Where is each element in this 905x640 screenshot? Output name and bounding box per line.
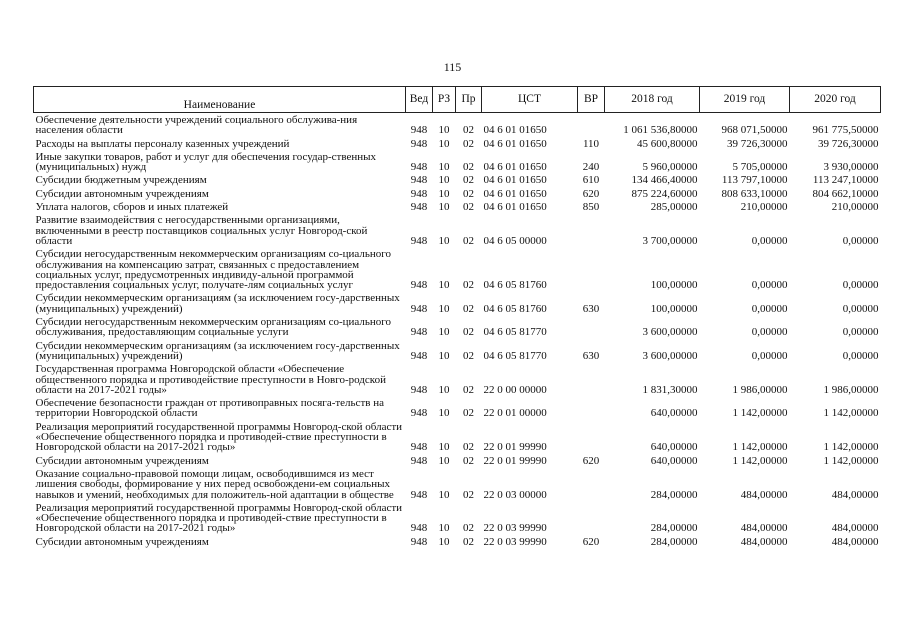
cell-name: Реализация мероприятий государственной программы Новгород-ской области «Обеспечение общественного порядка и противодей-ствие преступности в Новгородской области на 2017-2021 годы»: [35, 420, 403, 454]
cell-vr: 620: [582, 187, 600, 200]
cell-ved: 948: [410, 441, 428, 454]
cell-name: Субсидии автономным учреждениям: [35, 187, 209, 200]
cell-2019: 968 071,50000: [721, 124, 788, 137]
cell-2019: 1 142,00000: [732, 407, 788, 420]
cell-ved: 948: [410, 454, 428, 467]
cell-cst: 04 6 05 00000: [483, 234, 547, 247]
cell-vr: 610: [582, 174, 600, 187]
header-ved: Вед: [406, 87, 433, 113]
cell-vr: [578, 467, 605, 501]
cell-pr: 02: [463, 522, 474, 535]
cell-vr: 240: [582, 161, 600, 174]
cell-2018: 100,00000: [650, 302, 698, 315]
cell-rz: 10: [438, 137, 450, 150]
header-vr: ВР: [578, 87, 605, 113]
cell-2019: 5 705,00000: [732, 161, 788, 174]
cell-2020: 39 726,30000: [818, 137, 879, 150]
cell-ved: 948: [410, 124, 428, 137]
cell-2019: 39 726,30000: [727, 137, 788, 150]
table-row: [34, 291, 881, 315]
cell-2018: 284,00000: [650, 535, 698, 548]
cell-2018: 5 960,00000: [642, 161, 698, 174]
table-row: [34, 150, 881, 174]
cell-2019: 0,00000: [751, 326, 788, 339]
cell-rz: 10: [438, 522, 450, 535]
table-row: [34, 339, 881, 363]
cell-rz: 10: [438, 326, 450, 339]
cell-vr: 620: [582, 454, 600, 467]
table-row: [34, 137, 881, 150]
cell-2019: 484,00000: [740, 522, 788, 535]
cell-2020: 0,00000: [842, 234, 879, 247]
cell-name: Субсидии негосударственным некоммерческим организациям со-циального обслуживания, предоставляющим социальные услуги: [35, 316, 392, 339]
cell-rz: 10: [438, 535, 450, 548]
table-row: [34, 420, 881, 454]
cell-pr: 02: [463, 302, 474, 315]
cell-name: Субсидии автономным учреждениям: [35, 454, 209, 467]
cell-pr: 02: [463, 441, 474, 454]
header-rz: РЗ: [433, 87, 456, 113]
cell-pr: 02: [463, 535, 474, 548]
cell-rz: 10: [438, 349, 450, 362]
table-body: [34, 113, 881, 548]
cell-2019: 484,00000: [740, 535, 788, 548]
cell-vr: 110: [582, 137, 600, 150]
cell-rz: 10: [438, 234, 450, 247]
header-cst: ЦСТ: [482, 87, 578, 113]
cell-name: Реализация мероприятий государственной программы Новгород-ской области «Обеспечение общественного порядка и противодей-ствие преступности в Новгородской области на 2017-2021 годы»: [35, 501, 403, 535]
cell-2020: 210,00000: [831, 201, 879, 214]
cell-vr: [578, 213, 605, 247]
table-row: [34, 315, 881, 339]
cell-pr: 02: [463, 187, 474, 200]
cell-name: Расходы на выплаты персоналу казенных учреждений: [35, 137, 290, 150]
cell-ved: 948: [410, 535, 428, 548]
cell-2020: 1 142,00000: [823, 454, 879, 467]
cell-name: Иные закупки товаров, работ и услуг для обеспечения государ-ственных (муниципальных) нужд: [35, 150, 377, 174]
cell-name: Субсидии автономным учреждениям: [35, 535, 209, 548]
cell-pr: 02: [463, 349, 474, 362]
cell-ved: 948: [410, 383, 428, 396]
cell-2018: 284,00000: [650, 488, 698, 501]
header-2020: 2020 год: [790, 87, 881, 113]
cell-cst: 04 6 05 81760: [483, 279, 547, 292]
cell-2018: 640,00000: [650, 441, 698, 454]
cell-vr: [578, 396, 605, 420]
page-number: 115: [443, 60, 462, 74]
cell-ved: 948: [410, 187, 428, 200]
cell-pr: 02: [463, 234, 474, 247]
cell-pr: 02: [463, 407, 474, 420]
header-pr: Пр: [456, 87, 482, 113]
table-header-row: [34, 87, 881, 113]
cell-name: Развитие взаимодействия с негосударственными организациями, включенными в реестр поставщиков социальных услуг Новгород-ской области: [35, 214, 368, 247]
cell-2019: 1 986,00000: [732, 383, 788, 396]
cell-vr: [578, 420, 605, 454]
table-row: [34, 247, 881, 291]
table-row: [34, 467, 881, 501]
cell-2020: 484,00000: [831, 535, 879, 548]
cell-2018: 45 600,80000: [637, 137, 698, 150]
cell-2019: 1 142,00000: [732, 454, 788, 467]
cell-rz: 10: [438, 161, 450, 174]
cell-rz: 10: [438, 124, 450, 137]
cell-cst: 22 0 03 00000: [483, 488, 547, 501]
cell-ved: 948: [410, 279, 428, 292]
cell-cst: 22 0 00 00000: [483, 383, 547, 396]
cell-cst: 04 6 05 81770: [483, 349, 547, 362]
cell-cst: 04 6 01 01650: [483, 161, 547, 174]
cell-cst: 04 6 05 81760: [483, 302, 547, 315]
cell-rz: 10: [438, 383, 450, 396]
cell-2020: 0,00000: [842, 326, 879, 339]
cell-ved: 948: [410, 488, 428, 501]
cell-2020: 1 142,00000: [823, 407, 879, 420]
cell-pr: 02: [463, 174, 474, 187]
cell-2018: 3 700,00000: [642, 234, 698, 247]
cell-pr: 02: [463, 454, 474, 467]
cell-2019: 210,00000: [740, 201, 788, 214]
table-row: [34, 535, 881, 548]
cell-2018: 134 466,40000: [631, 174, 698, 187]
table-row: [34, 113, 881, 137]
cell-2018: 3 600,00000: [642, 349, 698, 362]
table-row: [34, 187, 881, 200]
cell-cst: 22 0 03 99990: [483, 535, 547, 548]
cell-2020: 0,00000: [842, 279, 879, 292]
cell-rz: 10: [438, 201, 450, 214]
cell-pr: 02: [463, 326, 474, 339]
header-2018: 2018 год: [605, 87, 700, 113]
cell-ved: 948: [410, 349, 428, 362]
cell-rz: 10: [438, 407, 450, 420]
cell-2018: 3 600,00000: [642, 326, 698, 339]
cell-cst: 22 0 01 99990: [483, 454, 547, 467]
cell-name: Обеспечение безопасности граждан от противоправных посяга-тельств на территории Новгородской области: [35, 397, 384, 420]
cell-pr: 02: [463, 383, 474, 396]
table-row: [34, 362, 881, 396]
table-row: [34, 173, 881, 186]
cell-2019: 1 142,00000: [732, 441, 788, 454]
cell-2018: 875 224,60000: [631, 187, 698, 200]
cell-name: Оказание социально-правовой помощи лицам, освободившимся из мест лишения свободы, формирование у них перед освобождени-ем социальных навыков и умений, необходимых для положитель-ной адаптации в обществе: [35, 467, 394, 501]
table-row: [34, 396, 881, 420]
cell-2018: 640,00000: [650, 454, 698, 467]
cell-name: Государственная программа Новгородской области «Обеспечение общественного порядка и противодействие преступности в Новго-родской области на 2017-2021 годы»: [35, 363, 386, 396]
cell-rz: 10: [438, 187, 450, 200]
table-row: [34, 213, 881, 247]
cell-pr: 02: [463, 201, 474, 214]
cell-pr: 02: [463, 161, 474, 174]
cell-2019: 0,00000: [751, 349, 788, 362]
cell-cst: 04 6 05 81770: [483, 326, 547, 339]
cell-2018: 285,00000: [650, 201, 698, 214]
cell-vr: [578, 501, 605, 535]
cell-vr: [578, 247, 605, 291]
cell-2020: 3 930,00000: [823, 161, 879, 174]
cell-2018: 100,00000: [650, 279, 698, 292]
cell-name: Субсидии бюджетным учреждениям: [35, 174, 207, 187]
cell-rz: 10: [438, 279, 450, 292]
cell-ved: 948: [410, 302, 428, 315]
cell-rz: 10: [438, 441, 450, 454]
cell-2018: 284,00000: [650, 522, 698, 535]
cell-ved: 948: [410, 234, 428, 247]
cell-cst: 22 0 01 00000: [483, 407, 547, 420]
cell-vr: 850: [582, 201, 600, 214]
header-2019: 2019 год: [700, 87, 790, 113]
cell-2020: 804 662,10000: [812, 187, 879, 200]
cell-ved: 948: [410, 522, 428, 535]
cell-name: Обеспечение деятельности учреждений социального обслужива-ния населения области: [35, 114, 358, 137]
cell-pr: 02: [463, 137, 474, 150]
cell-cst: 04 6 01 01650: [483, 201, 547, 214]
cell-vr: 630: [582, 302, 600, 315]
cell-cst: 22 0 03 99990: [483, 522, 547, 535]
cell-2020: 484,00000: [831, 488, 879, 501]
cell-2019: 484,00000: [740, 488, 788, 501]
cell-2018: 1 061 536,80000: [623, 124, 698, 137]
cell-vr: [578, 113, 605, 137]
cell-rz: 10: [438, 488, 450, 501]
cell-2018: 1 831,30000: [642, 383, 698, 396]
cell-2020: 113 247,10000: [812, 174, 879, 187]
cell-ved: 948: [410, 407, 428, 420]
cell-pr: 02: [463, 124, 474, 137]
cell-2020: 0,00000: [842, 302, 879, 315]
cell-2019: 0,00000: [751, 302, 788, 315]
cell-cst: 04 6 01 01650: [483, 124, 547, 137]
cell-2020: 0,00000: [842, 349, 879, 362]
cell-cst: 04 6 01 01650: [483, 174, 547, 187]
cell-vr: [578, 315, 605, 339]
cell-name: Субсидии негосударственным некоммерческим организациям со-циального обслуживания на компенсацию затрат, связанных с предоставлением социальных услуг, предусмотренных индивиду-альной программой предоставления социальных услуг, получате-лям социальных услуг: [35, 248, 392, 292]
cell-2020: 484,00000: [831, 522, 879, 535]
cell-name: Субсидии некоммерческим организациям (за исключением госу-дарственных (муниципальных) учреждений): [35, 292, 400, 315]
cell-vr: [578, 362, 605, 396]
cell-vr: 620: [582, 535, 600, 548]
cell-ved: 948: [410, 137, 428, 150]
cell-2019: 808 633,10000: [721, 187, 788, 200]
cell-2020: 1 142,00000: [823, 441, 879, 454]
cell-pr: 02: [463, 488, 474, 501]
cell-2020: 1 986,00000: [823, 383, 879, 396]
cell-rz: 10: [438, 174, 450, 187]
cell-name: Субсидии некоммерческим организациям (за исключением госу-дарственных (муниципальных) учреждений): [35, 339, 400, 362]
cell-name: Уплата налогов, сборов и иных платежей: [35, 201, 229, 214]
cell-ved: 948: [410, 174, 428, 187]
cell-vr: 630: [582, 349, 600, 362]
table-row: [34, 200, 881, 213]
cell-2019: 113 797,10000: [721, 174, 788, 187]
cell-ved: 948: [410, 201, 428, 214]
cell-ved: 948: [410, 161, 428, 174]
budget-table: [33, 86, 881, 548]
cell-2019: 0,00000: [751, 234, 788, 247]
cell-rz: 10: [438, 454, 450, 467]
cell-cst: 04 6 01 01650: [483, 137, 547, 150]
cell-ved: 948: [410, 326, 428, 339]
cell-rz: 10: [438, 302, 450, 315]
cell-2019: 0,00000: [751, 279, 788, 292]
table-row: [34, 454, 881, 467]
cell-cst: 04 6 01 01650: [483, 187, 547, 200]
table-row: [34, 501, 881, 535]
cell-2020: 961 775,50000: [812, 124, 879, 137]
header-name: Наименование: [34, 87, 406, 113]
cell-cst: 22 0 01 99990: [483, 441, 547, 454]
cell-pr: 02: [463, 279, 474, 292]
cell-2018: 640,00000: [650, 407, 698, 420]
